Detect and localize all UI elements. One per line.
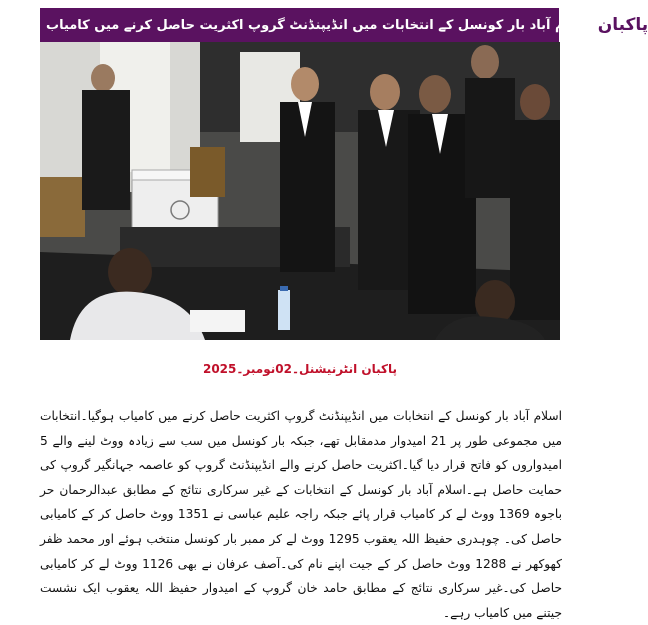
headline-banner: [40, 8, 648, 42]
headline-text: اسلام آباد بار کونسل کے انتخابات میں انڈیپنڈنٹ گروپ اکثریت حاصل کرنے میں کامیاب: [46, 17, 592, 33]
photo-illustration: [40, 42, 560, 340]
article-body: اسلام آباد بار کونسل کے انتخابات میں انڈیپنڈنٹ گروپ اکثریت حاصل کرنے میں کامیاب ہوگیا۔انتخابات میں مجموعی طور پر 21 امیدوار مدمقابل تھے، جبکہ بار کونسل میں سب سے زیادہ ووٹ لینے والے 5 امیدواروں کو فاتح قرار دیا گیا۔اکثریت حاصل کرنے والے انڈیپنڈنٹ گروپ کو عاصمہ جہانگیر گروپ کی حمایت حاصل ہے۔اسلام آباد بار کونسل کے انتخابات کے غیر سرکاری نتائج کے مطابق عبدالرحمان حر باجوہ 1369 ووٹ لے کر کامیاب قرار پائے جبکہ راجہ علیم عباسی نے 1351 ووٹ حاصل کر کے کامیابی حاصل کی۔ چوہدری حفیظ اللہ یعقوب 1295 ووٹ لے کر ممبر بار کونسل منتخب ہوئے اور محمد ظفر کھوکھر نے 1288 ووٹ حاصل کر کے جیت اپنے نام کی۔آصف عرفان نے بھی 1126 ووٹ لے کر کامیابی حاصل کی۔غیر سرکاری نتائج کے مطابق حامد خان گروپ کے امیدوار حفیظ اللہ یعقوب ایک نشست جیتنے میں کامیاب رہے۔: [40, 409, 562, 620]
news-photo: [40, 42, 560, 340]
dateline: پاکبان انٹرنیشنل۔02نومبر۔2025: [202, 362, 398, 376]
pakban-logo: پاکبان: [598, 11, 648, 39]
